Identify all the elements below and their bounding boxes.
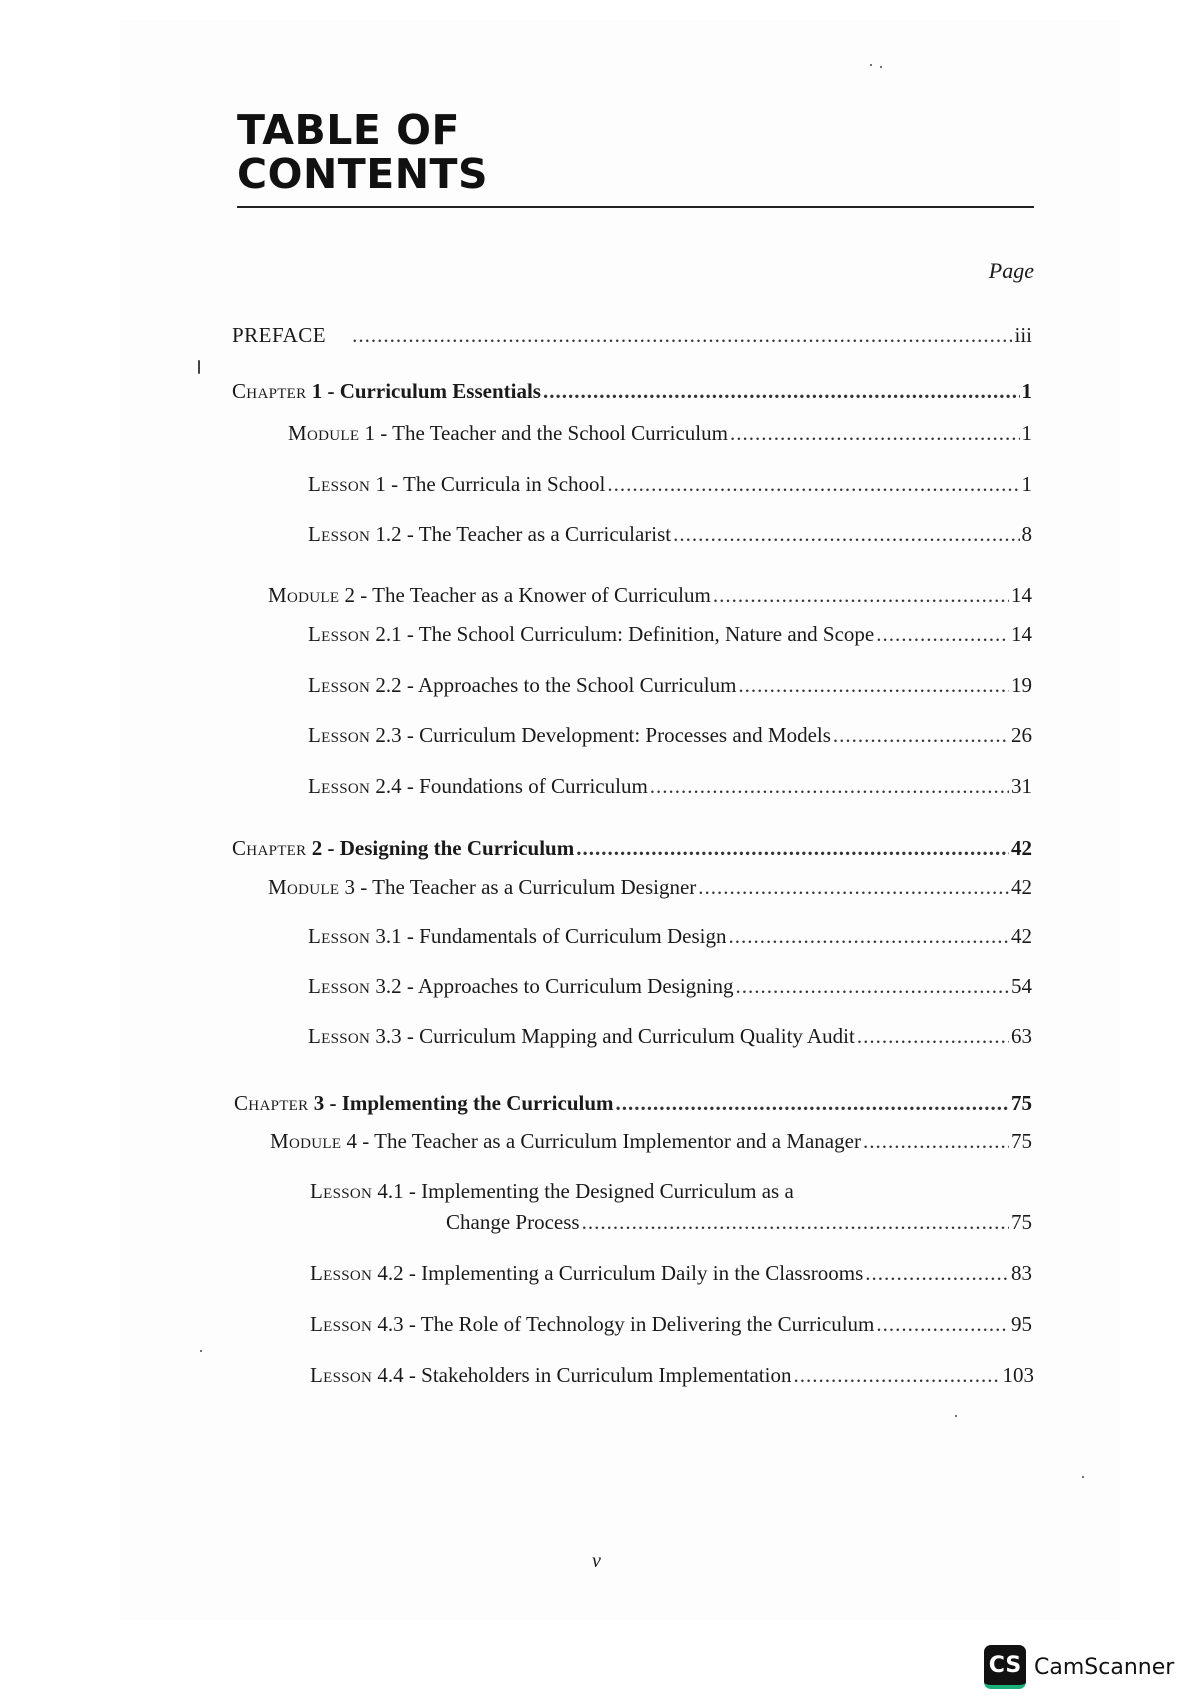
page-number: 95 [1011,1312,1032,1336]
lesson-title: The School Curriculum: Definition, Nature and Scope [418,622,875,646]
leader-dots [793,1362,1000,1388]
lesson-keyword: Lesson [308,774,371,798]
lesson-number: 1.2 [375,522,402,546]
leader-dots [736,973,1009,999]
lesson-number: 3.2 [375,974,402,998]
module-label: Module 2 - The Teacher as a Knower of Curriculum [268,583,711,607]
lesson-title: Foundations of Curriculum [419,774,648,798]
lesson-title: The Curricula in School [403,472,606,496]
page-number: 8 [1021,522,1032,546]
leader-dots [543,378,1020,404]
chapter-number: 2 [311,836,323,860]
lesson-label: Lesson 4.2 - Implementing a Curriculum Daily in the Classrooms [310,1261,864,1285]
lesson-title: The Role of Technology in Delivering the Curriculum [420,1312,875,1336]
page-number: 14 [1011,622,1032,646]
module-keyword: Module [268,583,340,607]
scan-speck [955,1415,957,1417]
lesson-label: Lesson 3.1 - Fundamentals of Curriculum Design [308,924,727,948]
toc-entry-lesson-3-1[interactable] [308,923,1032,949]
lesson-keyword: Lesson [308,723,371,747]
chapter-title: Designing the Curriculum [339,836,575,860]
page-number: 14 [1011,583,1032,607]
chapter-title: Curriculum Essentials [339,379,541,403]
toc-entry-lesson-4-3[interactable] [310,1311,1032,1337]
chapter-number: 1 [311,379,323,403]
toc-entry-lesson-4-4[interactable] [310,1362,1034,1388]
toc-entry-lesson-2-2[interactable] [308,672,1032,698]
lesson-keyword: Lesson [310,1261,373,1285]
page-number: 1 [1021,472,1032,496]
lesson-keyword: Lesson [308,622,371,646]
leader-dots [607,471,1019,497]
lesson-keyword: Lesson [308,673,371,697]
module-label: Module 4 - The Teacher as a Curriculum Implementor and a Manager [270,1129,861,1153]
lesson-label: Lesson 4.4 - Stakeholders in Curriculum Implementation [310,1363,792,1387]
page-number: 75 [1011,1210,1032,1234]
lesson-number: 3.3 [375,1024,402,1048]
toc-entry-lesson-1[interactable] [308,471,1032,497]
camscanner-watermark [984,1645,1174,1689]
module-keyword: Module [268,875,340,899]
module-label: Module 1 - The Teacher and the School Curriculum [288,421,728,445]
scan-speck [870,64,872,66]
lesson-number: 4.3 [377,1312,404,1336]
page-number: 75 [1011,1091,1032,1115]
lesson-number: 4.2 [377,1261,404,1285]
lesson-number: 4.4 [377,1363,404,1387]
chapter-number: 3 [313,1091,325,1115]
lesson-keyword: Lesson [308,974,371,998]
chapter-keyword: Chapter [234,1091,309,1115]
lesson-keyword: Lesson [308,472,371,496]
toc-entry-module-1[interactable] [288,420,1032,446]
lesson-label: Lesson 2.2 - Approaches to the School Curriculum [308,673,737,697]
module-label: Module 3 - The Teacher as a Curriculum Designer [268,875,697,899]
preface-label: PREFACE [232,323,327,347]
lesson-keyword: Lesson [308,924,371,948]
lesson-number: 4.1 [377,1179,404,1203]
page-number: 83 [1011,1261,1032,1285]
page-number: 75 [1011,1129,1032,1153]
lesson-keyword: Lesson [310,1179,373,1203]
page-number: 42 [1011,836,1032,860]
module-number: 3 [344,875,356,899]
toc-entry-module-4[interactable] [270,1128,1032,1154]
lesson-title: Implementing the Designed Curriculum as a [421,1179,794,1203]
leader-dots [730,420,1020,446]
toc-entry-lesson-1-2[interactable] [308,521,1032,547]
title-line-1: TABLE OF [237,106,461,154]
lesson-label: Lesson 3.3 - Curriculum Mapping and Curriculum Quality Audit [308,1024,855,1048]
lesson-title: Approaches to Curriculum Designing [417,974,734,998]
lesson-keyword: Lesson [310,1312,373,1336]
lesson-number: 3.1 [375,924,402,948]
lesson-label: Lesson 1.2 - The Teacher as a Curricularist [308,522,672,546]
toc-entry-chapter-3[interactable] [234,1090,1032,1116]
toc-entry-lesson-4-1[interactable] [310,1178,1032,1204]
leader-dots [713,582,1009,608]
page-number: 54 [1011,974,1032,998]
chapter-label: Chapter 2 - Designing the Curriculum [232,836,575,860]
toc-entry-lesson-2-3[interactable] [308,722,1032,748]
leader-dots [876,1311,1009,1337]
toc-entry-module-3[interactable] [268,874,1032,900]
leader-dots [833,722,1009,748]
lesson-keyword: Lesson [310,1363,373,1387]
page-number: 1 [1021,379,1032,403]
lesson-label: Lesson 3.2 - Approaches to Curriculum Designing [308,974,734,998]
lesson-title: Curriculum Development: Processes and Models [419,723,831,747]
page-number: 42 [1011,875,1032,899]
leader-dots [738,672,1009,698]
page-column-heading: Page [988,258,1034,283]
lesson-label: Lesson 4.3 - The Role of Technology in Delivering the Curriculum [310,1312,875,1336]
leader-dots [650,773,1009,799]
toc-entry-preface[interactable] [232,322,1032,348]
chapter-keyword: Chapter [232,379,307,403]
toc-entry-module-2[interactable] [268,582,1032,608]
toc-entry-chapter-2[interactable] [232,835,1032,861]
module-title: The Teacher as a Curriculum Designer [372,875,697,899]
module-keyword: Module [270,1129,342,1153]
page-title [237,108,488,196]
leader-dots [865,1260,1009,1286]
lesson-label: Lesson 2.1 - The School Curriculum: Definition, Nature and Scope [308,622,875,646]
module-keyword: Module [288,421,360,445]
leader-dots [729,923,1009,949]
leader-dots [352,322,1012,348]
scan-speck [1082,1476,1084,1478]
scan-speck [198,360,200,374]
camscanner-label: CamScanner [1034,1654,1175,1680]
toc-entry-lesson-3-2[interactable] [308,973,1032,999]
page-number: 31 [1011,774,1032,798]
module-number: 2 [344,583,356,607]
lesson-number: 1 [375,472,386,496]
toc-entry-lesson-2-4[interactable] [308,773,1032,799]
title-line-2: CONTENTS [237,150,489,198]
lesson-keyword: Lesson [308,1024,371,1048]
toc-entry-lesson-3-3[interactable] [308,1023,1032,1049]
leader-dots [616,1090,1009,1116]
page-number: 63 [1011,1024,1032,1048]
page-number: 1 [1021,421,1032,445]
lesson-number: 2.1 [375,622,402,646]
chapter-keyword: Chapter [232,836,307,860]
toc-entry-lesson-4-1-continued[interactable] [446,1209,1032,1235]
module-title: The Teacher as a Curriculum Implementor and a Manager [374,1129,861,1153]
leader-dots [863,1128,1009,1154]
chapter-label: Chapter 1 - Curriculum Essentials [232,379,541,403]
module-number: 1 [364,421,376,445]
lesson-label: Lesson 2.4 - Foundations of Curriculum [308,774,648,798]
lesson-number: 2.3 [375,723,402,747]
lesson-title: Approaches to the School Curriculum [417,673,737,697]
page-number: iii [1014,323,1032,347]
scan-speck [880,66,882,68]
camscanner-logo-icon: CS [984,1645,1026,1689]
chapter-title: Implementing the Curriculum [341,1091,614,1115]
lesson-title-continued: Change Process [446,1210,580,1234]
lesson-label: Lesson 4.1 - Implementing the Designed Curriculum as a [310,1179,794,1203]
leader-dots [876,621,1009,647]
chapter-label: Chapter 3 - Implementing the Curriculum [234,1091,614,1115]
lesson-title: Curriculum Mapping and Curriculum Quality Audit [419,1024,855,1048]
scan-speck [200,1350,202,1352]
page-number: 26 [1011,723,1032,747]
module-title: The Teacher and the School Curriculum [392,421,728,445]
page-number: 19 [1011,673,1032,697]
leader-dots [576,835,1009,861]
lesson-title: The Teacher as a Curricularist [418,522,672,546]
page-number: 42 [1011,924,1032,948]
lesson-title: Stakeholders in Curriculum Implementation [421,1363,792,1387]
title-divider [237,206,1034,208]
lesson-keyword: Lesson [308,522,371,546]
lesson-number: 2.4 [375,774,402,798]
leader-dots [698,874,1009,900]
leader-dots [673,521,1019,547]
lesson-title: Fundamentals of Curriculum Design [419,924,727,948]
footer-page-number: v [592,1550,601,1572]
leader-dots [582,1209,1009,1235]
leader-dots [857,1023,1009,1049]
toc-entry-lesson-2-1[interactable] [308,621,1032,647]
module-number: 4 [346,1129,358,1153]
lesson-label: Lesson 1 - The Curricula in School [308,472,606,496]
page-number: 103 [1002,1363,1034,1387]
lesson-number: 2.2 [375,673,402,697]
toc-entry-lesson-4-2[interactable] [310,1260,1032,1286]
lesson-label: Lesson 2.3 - Curriculum Development: Processes and Models [308,723,831,747]
toc-entry-chapter-1[interactable] [232,378,1032,404]
lesson-title: Implementing a Curriculum Daily in the Classrooms [421,1261,864,1285]
module-title: The Teacher as a Knower of Curriculum [372,583,711,607]
